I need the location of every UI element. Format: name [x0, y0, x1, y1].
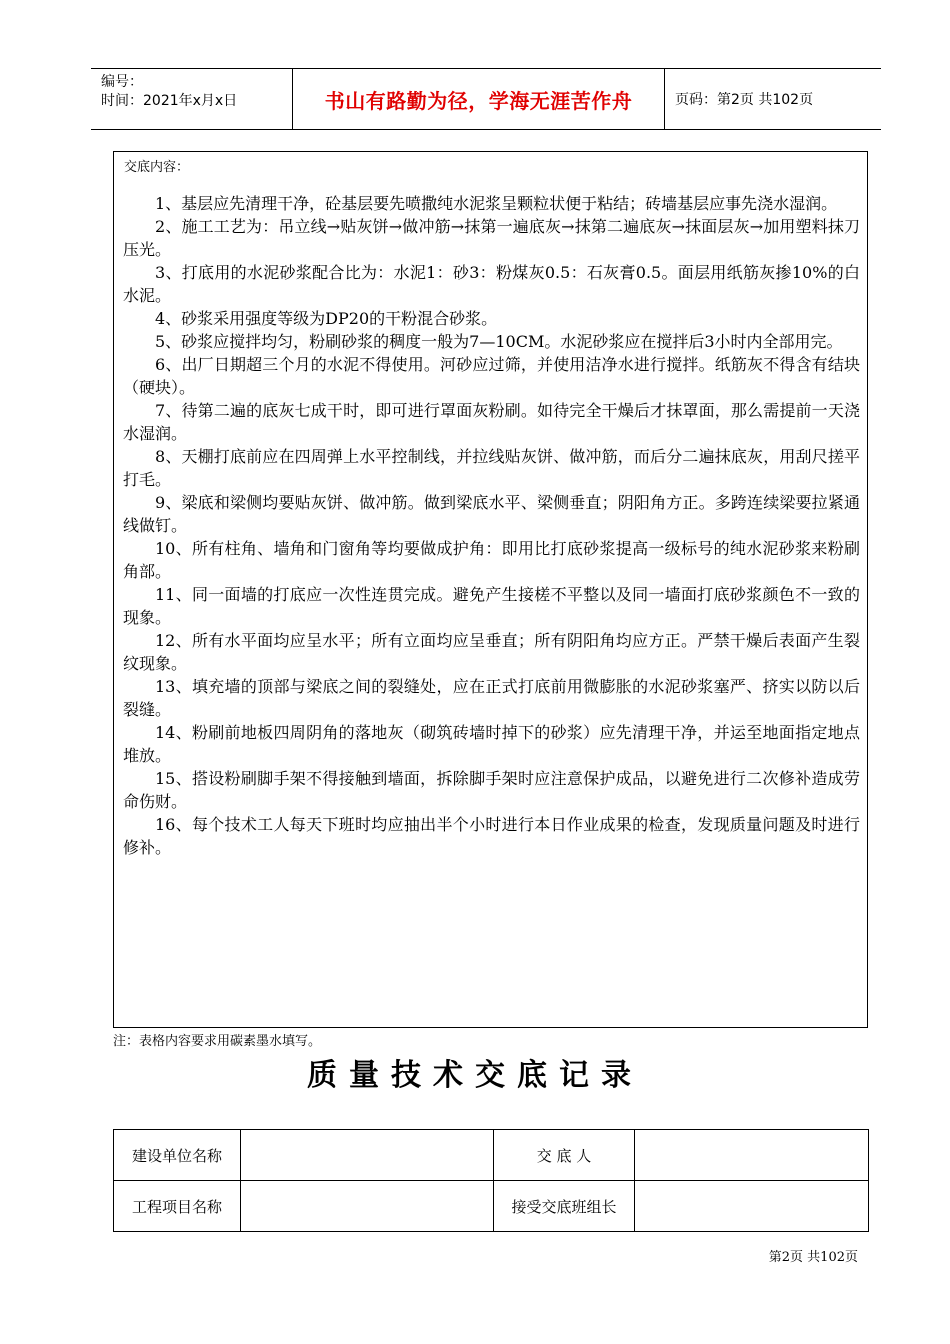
construction-unit-field[interactable]: [241, 1130, 494, 1181]
header-meta: [91, 69, 293, 129]
content-label: 交底内容：: [124, 160, 190, 175]
header-motto: 书山有路勤为径，学海无涯苦作舟: [324, 88, 633, 113]
content-item: 3、打底用的水泥砂浆配合比为：水泥1：砂3：粉煤灰0.5：石灰膏0.5。面层用纸筋灰掺10%的白水泥。: [123, 263, 860, 305]
project-name-label: 工程项目名称: [114, 1181, 241, 1232]
content-item: 15、搭设粉刷脚手架不得接触到墙面，拆除脚手架时应注意保护成品，以避免进行二次修补造成劳命伤财。: [123, 769, 860, 811]
form-note: 注：表格内容要求用碳素墨水填写。: [113, 1034, 322, 1049]
content-item: 5、砂浆应搅拌均匀，粉刷砂浆的稠度一般为7—10CM。水泥砂浆应在搅拌后3小时内全部用完。: [155, 332, 843, 351]
team-leader-label: 接受交底班组长: [494, 1181, 635, 1232]
disclosure-content-box: [113, 151, 868, 1028]
header-page-info: 页码：第2页 共102页: [675, 92, 814, 108]
content-items: [123, 192, 860, 859]
content-item: 2、施工工艺为：吊立线→贴灰饼→做冲筋→抹第一遍底灰→抹第二遍底灰→抹面层灰→加用塑料抹刀压光。: [123, 217, 860, 259]
project-info-table: [113, 1129, 869, 1232]
table-row: [114, 1130, 869, 1181]
construction-unit-label: 建设单位名称: [114, 1130, 241, 1181]
team-leader-field[interactable]: [635, 1181, 869, 1232]
number-label: 编号：: [101, 74, 143, 90]
footer-page-info: 第2页 共102页: [768, 1250, 858, 1265]
project-name-field[interactable]: [241, 1181, 494, 1232]
content-item: 1、基层应先清理干净，砼基层要先喷撒纯水泥浆呈颗粒状便于粘结；砖墙基层应事先浇水湿润。: [155, 194, 838, 213]
page-header: [91, 68, 881, 130]
content-item: 13、填充墙的顶部与梁底之间的裂缝处，应在正式打底前用微膨胀的水泥砂浆塞严、挤实以防以后裂缝。: [123, 677, 860, 719]
content-item: 12、所有水平面均应呈水平；所有立面均应呈垂直；所有阴阳角均应方正。严禁干燥后表面产生裂纹现象。: [123, 631, 860, 673]
content-item: 6、出厂日期超三个月的水泥不得使用。河砂应过筛，并使用洁净水进行搅拌。纸筋灰不得含有结块（硬块）。: [123, 355, 860, 397]
content-item: 4、砂浆采用强度等级为DP20的干粉混合砂浆。: [155, 309, 498, 328]
discloser-field[interactable]: [635, 1130, 869, 1181]
document-title: 质量技术交底记录: [307, 1058, 643, 1093]
discloser-label: 交 底 人: [494, 1130, 635, 1181]
content-item: 16、每个技术工人每天下班时均应抽出半个小时进行本日作业成果的检查，发现质量问题及时进行修补。: [123, 815, 860, 857]
content-item: 9、梁底和梁侧均要贴灰饼、做冲筋。做到梁底水平、梁侧垂直；阴阳角方正。多跨连续梁要拉紧通线做钉。: [123, 493, 860, 535]
content-item: 10、所有柱角、墙角和门窗角等均要做成护角：即用比打底砂浆提高一级标号的纯水泥砂浆来粉刷角部。: [123, 539, 860, 581]
table-row: [114, 1181, 869, 1232]
content-item: 7、待第二遍的底灰七成干时，即可进行罩面灰粉刷。如待完全干燥后才抹罩面，那么需提前一天浇水湿润。: [123, 401, 860, 443]
header-motto-cell: [293, 69, 665, 129]
content-item: 14、粉刷前地板四周阴角的落地灰（砌筑砖墙时掉下的砂浆）应先清理干净，并运至地面指定地点堆放。: [123, 723, 860, 765]
content-item: 8、天棚打底前应在四周弹上水平控制线，并拉线贴灰饼、做冲筋，而后分二遍抹底灰，用刮尺搓平打毛。: [123, 447, 860, 489]
time-label: 时间：2021年x月x日: [101, 93, 238, 109]
content-item: 11、同一面墙的打底应一次性连贯完成。避免产生接槎不平整以及同一墙面打底砂浆颜色不一致的现象。: [123, 585, 860, 627]
